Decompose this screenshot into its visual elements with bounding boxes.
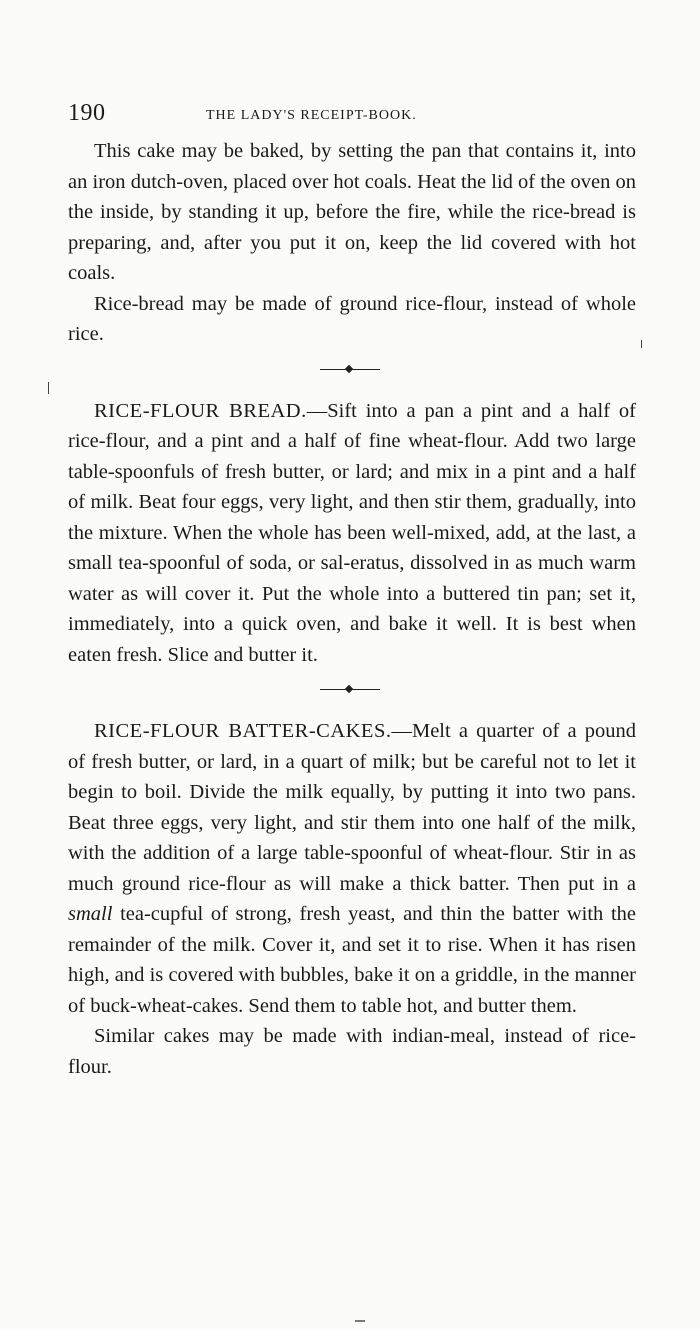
running-title: THE LADY'S RECEIPT-BOOK. [206, 108, 417, 123]
recipe-rice-flour-bread [68, 396, 636, 671]
ornamental-divider [68, 676, 636, 704]
paragraph-indian-meal-note: Similar cakes may be made with indian-meal, instead of rice-flour. [68, 1025, 636, 1078]
recipe-body: —Sift into a pan a pint and a half of rice-flour, and a pint and a half of fine wheat-flour. Add two large table-spoonfuls of fresh butter, or lard; and mix in a pint and a half of milk. Beat four eggs, very light, and then stir them, gradually, into the mixture. When the whole has been well-mixed, add, at the last, a small tea-spoonful of soda, or sal-eratus, dissolved in as much warm water as will cover it. Put the whole into a buttered tin pan; set it, immediately, into a quick oven, and bake it well. It is best when eaten fresh. Slice and butter it. [68, 399, 636, 666]
recipe-body-emphasis: small [68, 903, 113, 925]
margin-speck [48, 382, 49, 394]
recipe-rice-flour-batter-cakes [68, 716, 636, 1021]
paragraph-rice-bread-note: Rice-bread may be made of ground rice-flour, instead of whole rice. [68, 292, 636, 345]
diamond-ornament-icon [345, 364, 353, 372]
page-header [68, 100, 636, 136]
paragraph-dutch-oven: This cake may be baked, by setting the pan that contains it, into an iron dutch-oven, placed over hot coals. Heat the lid of the oven on the inside, by standing it up, before the fire, while the rice-bread is preparing, and, after you put it on, keep the lid covered with hot coals. [68, 140, 636, 284]
recipe-title: RICE-FLOUR BREAD. [94, 399, 307, 422]
book-page [68, 100, 636, 1082]
page-number: 190 [68, 100, 106, 126]
diamond-ornament-icon [345, 685, 353, 693]
margin-speck [355, 1320, 365, 1322]
recipe-title: RICE-FLOUR BATTER-CAKES. [94, 720, 392, 742]
margin-speck [641, 340, 642, 348]
recipe-body: —Melt a quarter of a pound of fresh butter, or lard, in a quart of milk; but be careful not to let it begin to boil. Divide the milk equally, by putting it into two pans. Beat three eggs, very light, and stir them into one half of the milk, with the addition of a large table-spoonful of wheat-flour. Stir in as much ground rice-flour as will make a thick batter. Then put in a [68, 720, 636, 895]
recipe-body: tea-cupful of strong, fresh yeast, and thin the batter with the remainder of the milk. Cover it, and set it to rise. When it has risen high, and is covered with bubbles, bake it on a griddle, in the manner of buck-wheat-cakes. Send them to table hot, and butter them. [68, 903, 636, 1017]
ornamental-divider [68, 356, 636, 384]
